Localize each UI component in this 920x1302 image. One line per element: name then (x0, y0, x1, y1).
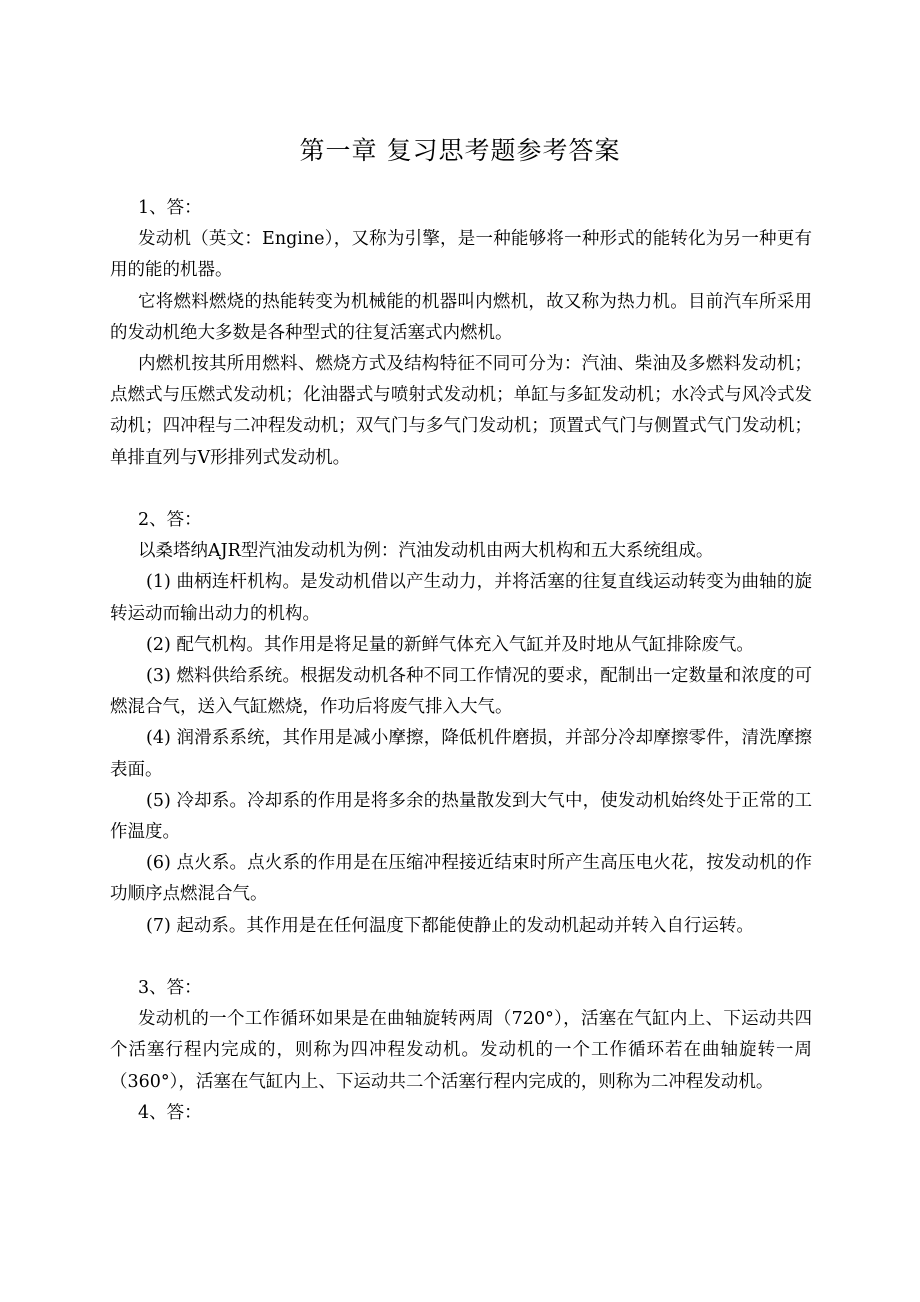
page-title: 第一章 复习思考题参考答案 (299, 136, 621, 165)
section-spacer (110, 942, 812, 973)
document-body (110, 193, 812, 1129)
list-item: (1) 曲柄连杆机构。是发动机借以产生动力，并将活塞的往复直线运动转变为曲轴的旋转运动而输出动力的机构。 (110, 572, 812, 624)
list-item: (3) 燃料供给系统。根据发动机各种不同工作情况的要求，配制出一定数量和浓度的可燃混合气，送入气缸燃烧，作功后将废气排入大气。 (110, 666, 812, 718)
answer-label-4: 4、答： (138, 1102, 202, 1123)
list-item: (6) 点火系。点火系的作用是在压缩冲程接近结束时所产生高压电火花，按发动机的作功顺序点燃混合气。 (110, 853, 812, 905)
paragraph: 以桑塔纳AJR型汽油发动机为例：汽油发动机由两大机构和五大系统组成。 (138, 541, 714, 562)
list-item: (5) 冷却系。冷却系的作用是将多余的热量散发到大气中，使发动机始终处于正常的工作温度。 (110, 790, 812, 843)
list-item: (4) 润滑系系统，其作用是减小摩擦，降低机件磨损，并部分冷却摩擦零件，清洗摩擦表面。 (110, 728, 812, 780)
paragraph: 发动机的一个工作循环如果是在曲轴旋转两周（720°），活塞在气缸内上、下运动共四个活塞行程内完成的，则称为四冲程发动机。发动机的一个工作循环若在曲轴旋转一周（360°），活塞在气缸内上、下运动共二个活塞行程内完成的，则称为二冲程发动机。 (110, 1009, 812, 1092)
answer-label-2: 2、答： (138, 510, 202, 531)
paragraph: 它将燃料燃烧的热能转变为机械能的机器叫内燃机，故又称为热力机。目前汽车所采用的发动机绝大多数是各种型式的往复活塞式内燃机。 (110, 291, 812, 343)
list-item: (2) 配气机构。其作用是将足量的新鲜气体充入气缸并及时地从气缸排除废气。 (146, 634, 754, 655)
paragraph: 内燃机按其所用燃料、燃烧方式及结构特征不同可分为：汽油、柴油及多燃料发动机；点燃式与压燃式发动机；化油器式与喷射式发动机；单缸与多缸发动机；水冷式与风冷式发动机；四冲程与二冲程发动机；双气门与多气门发动机；顶置式气门与侧置式气门发动机；单排直列与V形排列式发动机。 (110, 354, 812, 468)
section-spacer (110, 474, 812, 505)
answer-label-3: 3、答： (138, 978, 202, 999)
paragraph: 发动机（英文：Engine），又称为引擎，是一种能够将一种形式的能转化为另一种更有用的能的机器。 (110, 229, 812, 281)
answer-label-1: 1、答： (138, 198, 202, 218)
list-item: (7) 起动系。其作用是在任何温度下都能使静止的发动机起动并转入自行运转。 (146, 915, 754, 936)
